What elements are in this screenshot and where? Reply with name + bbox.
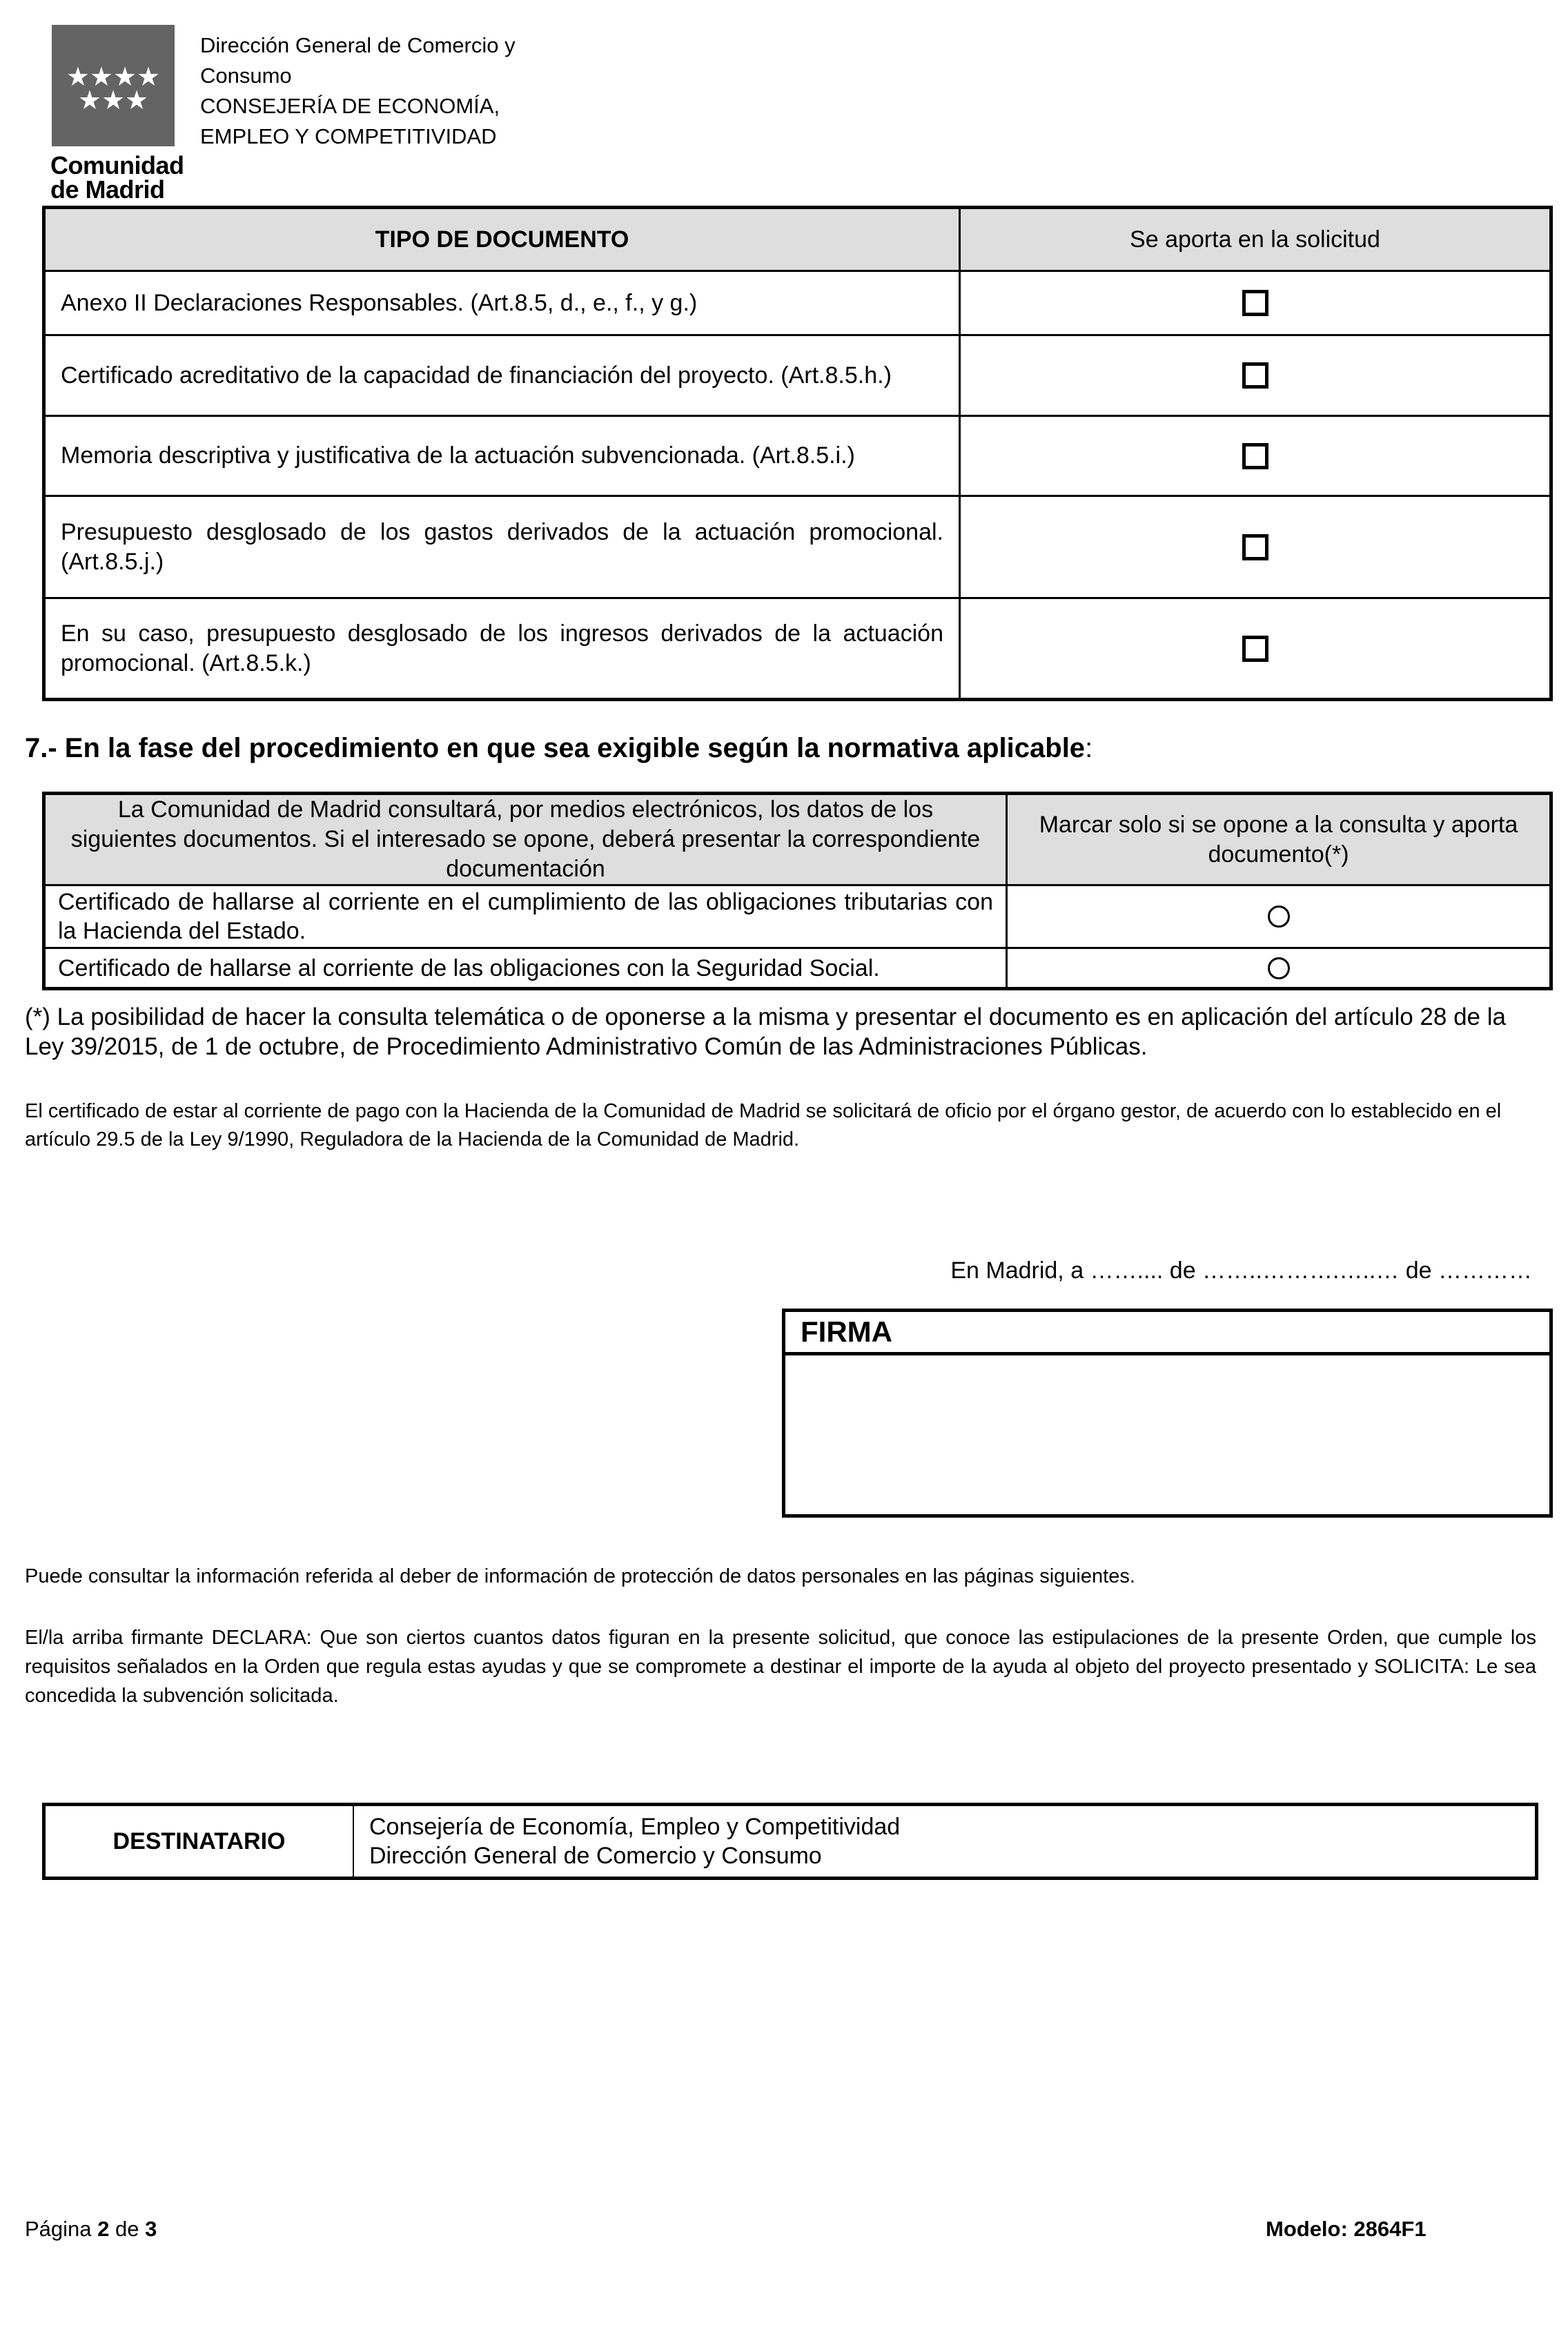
column-header-oppose: Marcar solo si se opone a la consulta y aporta documento(*) bbox=[1007, 794, 1551, 885]
signature-label: FIRMA bbox=[785, 1312, 1549, 1355]
document-label: Certificado acreditativo de la capacidad de financiación del proyecto. (Art.8.5.h.) bbox=[44, 335, 960, 416]
header-line: CONSEJERÍA DE ECONOMÍA, bbox=[200, 94, 500, 118]
table-row bbox=[44, 598, 1551, 700]
table-row bbox=[44, 885, 1551, 948]
header-line: Consumo bbox=[200, 63, 292, 88]
comunidad-madrid-logo bbox=[52, 25, 175, 146]
legal-footnote: (*) La posibilidad de hacer la consulta telemática o de oponerse a la misma y presentar el documento es en aplicación del artículo 28 de la Ley 39/2015, de 1 de octubre, de Procedimiento Administrativo Común de las Administraciones Públicas. bbox=[25, 1003, 1506, 1060]
column-header-documents: La Comunidad de Madrid consultará, por medios electrónicos, los datos de los siguientes documentos. Si el interesado se opone, deberá presentar la correspondiente documentación bbox=[44, 794, 1007, 885]
table-row bbox=[44, 948, 1551, 989]
seven-stars-icon: ★★★★ ★★★ bbox=[66, 61, 161, 115]
documents-table bbox=[42, 206, 1553, 701]
document-label: Anexo II Declaraciones Responsables. (Art.8.5, d., e., f., y g.) bbox=[44, 271, 960, 335]
hacienda-note: El certificado de estar al corriente de pago con la Hacienda de la Comunidad de Madrid se solicitará de oficio por el órgano gestor, de acuerdo con lo establecido en el artículo 29.5 de la Ley 9/1990, Reguladora de la Hacienda de la Comunidad de Madrid. bbox=[25, 1100, 1502, 1150]
model-code: Modelo: 2864F1 bbox=[1266, 2217, 1427, 2241]
checkbox[interactable] bbox=[1242, 290, 1268, 316]
recipient-label: DESTINATARIO bbox=[46, 1806, 354, 1877]
document-label: Memoria descriptiva y justificativa de la actuación subvencionada. (Art.8.5.i.) bbox=[44, 416, 960, 496]
table-row bbox=[44, 335, 1551, 416]
recipient-box bbox=[42, 1803, 1538, 1880]
table-row bbox=[44, 271, 1551, 335]
checkbox[interactable] bbox=[1242, 534, 1268, 560]
header-line: Dirección General de Comercio y bbox=[200, 33, 516, 57]
declaration-paragraph: El/la arriba firmante DECLARA: Que son ciertos cuantos datos figuran en la presente solicitud, que conoce las estipulaciones de la presente Orden, que cumple los requisitos señalados en la Orden que regula estas ayudas y que se compromete a destinar el importe de la ayuda al objeto del proyecto presentado y SOLICITA: Le sea concedida la subvención solicitada. bbox=[25, 1627, 1537, 1707]
consultation-table bbox=[42, 792, 1553, 990]
logo-name: Comunidad de Madrid bbox=[50, 151, 184, 204]
document-label: Certificado de hallarse al corriente de las obligaciones con la Seguridad Social. bbox=[44, 948, 1007, 989]
radio-button[interactable] bbox=[1268, 957, 1290, 979]
date-line: En Madrid, a …….... de ……..……….…..… de ………… bbox=[950, 1257, 1532, 1284]
column-header-provided: Se aporta en la solicitud bbox=[960, 208, 1551, 271]
radio-button[interactable] bbox=[1268, 905, 1290, 928]
column-header-document-type: TIPO DE DOCUMENTO bbox=[44, 208, 960, 271]
header-line: EMPLEO Y COMPETITIVIDAD bbox=[200, 124, 497, 148]
table-row bbox=[44, 496, 1551, 598]
section-7-title: 7.- En la fase del procedimiento en que sea exigible según la normativa aplicable: bbox=[25, 733, 1093, 763]
table-header-row bbox=[44, 794, 1551, 885]
checkbox[interactable] bbox=[1242, 362, 1268, 389]
document-label: En su caso, presupuesto desglosado de los ingresos derivados de la actuación promocional. (Art.8.5.k.) bbox=[44, 598, 960, 700]
document-label: Presupuesto desglosado de los gastos derivados de la actuación promocional. (Art.8.5.j.) bbox=[44, 496, 960, 598]
recipient-value: Consejería de Economía, Empleo y Competitividad Dirección General de Comercio y Consumo bbox=[369, 1814, 901, 1869]
department-header bbox=[200, 30, 516, 152]
privacy-note: Puede consultar la información referida al deber de información de protección de datos personales en las páginas siguientes. bbox=[25, 1565, 1135, 1587]
checkbox[interactable] bbox=[1242, 636, 1268, 662]
document-label: Certificado de hallarse al corriente en el cumplimiento de las obligaciones tributarias con la Hacienda del Estado. bbox=[44, 885, 1007, 948]
table-header-row bbox=[44, 208, 1551, 271]
table-row bbox=[44, 416, 1551, 496]
signature-box[interactable] bbox=[782, 1309, 1553, 1518]
page-number: Página 2 de 3 bbox=[25, 2217, 157, 2241]
checkbox[interactable] bbox=[1242, 443, 1268, 469]
